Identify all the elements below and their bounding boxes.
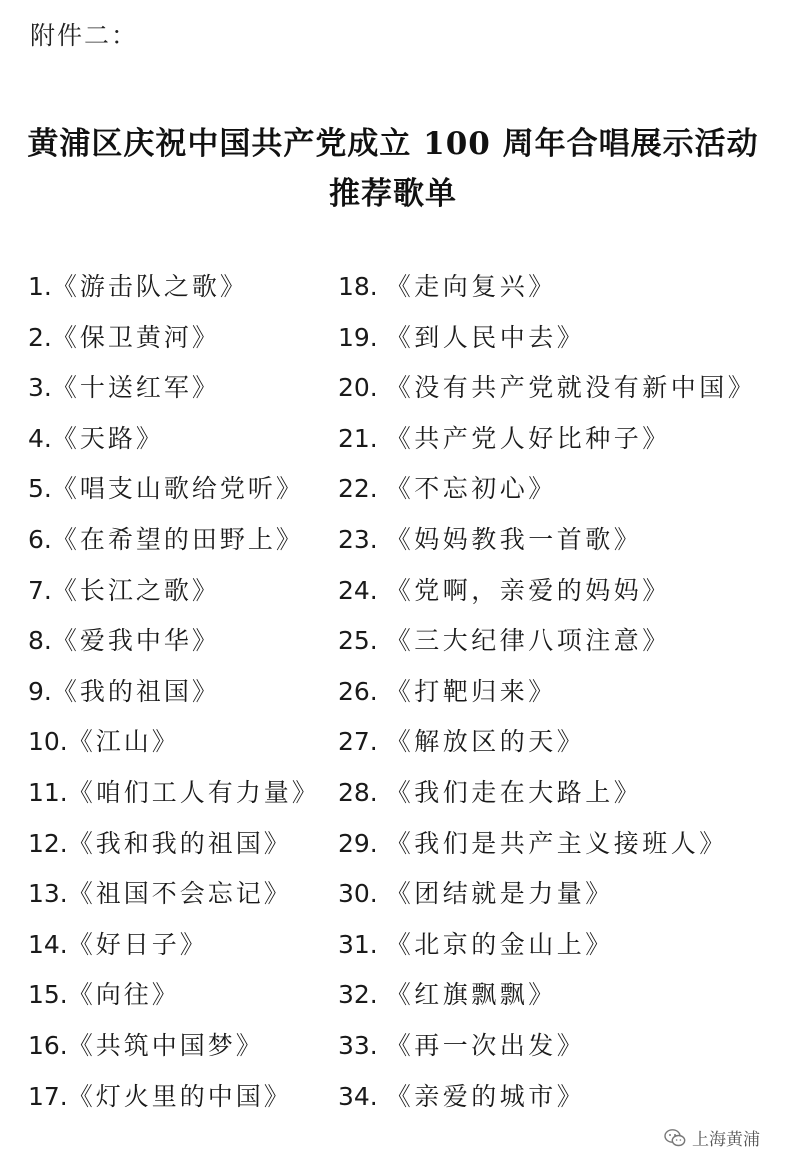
song-number: 4. (28, 423, 52, 453)
song-item (28, 720, 328, 771)
song-item (338, 316, 778, 367)
song-title: 《祖国不会忘记》 (67, 879, 292, 909)
song-title: 《江山》 (67, 727, 180, 757)
song-item (28, 467, 328, 518)
song-title: 《红旗飘飘》 (385, 980, 557, 1010)
song-number: 25. (338, 626, 386, 656)
song-item (338, 619, 778, 670)
song-item (28, 872, 328, 923)
song-number: 2. (28, 322, 52, 352)
page-subtitle: 推荐歌单 (329, 176, 457, 212)
song-item (28, 265, 328, 316)
song-title: 《我和我的祖国》 (67, 828, 292, 858)
song-title: 《咱们工人有力量》 (67, 777, 320, 807)
song-title: 《保卫黄河》 (51, 322, 220, 352)
song-number: 5. (28, 474, 52, 504)
song-item (338, 467, 778, 518)
song-number: 24. (338, 575, 386, 605)
song-title: 《走向复兴》 (385, 272, 557, 301)
watermark-text: 上海黄浦 (692, 1130, 760, 1150)
song-item (338, 1075, 778, 1126)
song-number: 21. (338, 423, 386, 453)
song-item (28, 569, 328, 620)
song-number: 14. (28, 929, 68, 959)
song-title: 《共筑中国梦》 (67, 1030, 264, 1060)
song-number: 9. (28, 676, 52, 706)
song-title: 《亲爱的城市》 (385, 1081, 586, 1111)
song-number: 10. (28, 727, 68, 757)
song-item (338, 366, 778, 417)
song-item (338, 417, 778, 468)
song-item (28, 771, 328, 822)
song-number: 17. (28, 1081, 68, 1111)
song-item (338, 518, 778, 569)
song-title: 《长江之歌》 (51, 575, 220, 605)
song-title: 《唱支山歌给党听》 (51, 474, 304, 504)
song-number: 19. (338, 322, 386, 352)
song-item (28, 316, 328, 367)
song-number: 32. (338, 980, 386, 1010)
song-title: 《爱我中华》 (51, 626, 220, 656)
song-title: 《我的祖国》 (51, 676, 220, 706)
song-item (28, 417, 328, 468)
song-number: 1. (28, 272, 52, 301)
song-item (28, 1075, 328, 1126)
song-number: 26. (338, 676, 386, 706)
page-title: 黄浦区庆祝中国共产党成立 100 周年合唱展示活动 (27, 126, 759, 162)
song-title: 《灯火里的中国》 (67, 1081, 292, 1111)
song-number: 34. (338, 1081, 386, 1111)
song-number: 11. (28, 777, 68, 807)
song-number: 8. (28, 626, 52, 656)
song-title: 《共产党人好比种子》 (385, 423, 671, 453)
song-item (338, 265, 778, 316)
song-title: 《解放区的天》 (385, 727, 586, 757)
song-title: 《在希望的田野上》 (51, 524, 304, 554)
song-title: 《好日子》 (67, 929, 208, 959)
song-item (338, 973, 778, 1024)
song-title: 《天路》 (51, 423, 164, 453)
song-number: 29. (338, 828, 386, 858)
song-item (28, 518, 328, 569)
song-title: 《团结就是力量》 (385, 879, 614, 909)
song-item (338, 1024, 778, 1075)
song-number: 28. (338, 777, 386, 807)
song-title: 《打靶归来》 (385, 676, 557, 706)
song-number: 27. (338, 727, 386, 757)
song-title: 《向往》 (67, 980, 180, 1010)
song-title: 《没有共产党就没有新中国》 (385, 373, 757, 403)
song-number: 23. (338, 524, 386, 554)
song-title: 《三大纪律八项注意》 (385, 626, 671, 656)
song-item (338, 720, 778, 771)
song-item (338, 670, 778, 721)
song-title: 《再一次出发》 (385, 1030, 586, 1060)
song-number: 13. (28, 879, 68, 909)
song-item (28, 973, 328, 1024)
song-item (28, 923, 328, 974)
song-number: 12. (28, 828, 68, 858)
song-list-left (28, 265, 328, 1125)
song-number: 16. (28, 1030, 68, 1060)
song-number: 6. (28, 524, 52, 554)
song-title: 《我们走在大路上》 (385, 777, 643, 807)
song-item (28, 1024, 328, 1075)
wechat-icon (664, 1128, 686, 1148)
song-item (338, 771, 778, 822)
song-title: 《不忘初心》 (385, 474, 557, 504)
song-number: 31. (338, 929, 386, 959)
song-item (338, 872, 778, 923)
song-item (338, 569, 778, 620)
song-item (338, 923, 778, 974)
song-title: 《我们是共产主义接班人》 (385, 828, 728, 858)
watermark (664, 1125, 760, 1150)
song-number: 22. (338, 474, 386, 504)
song-title: 《到人民中去》 (385, 322, 586, 352)
song-title: 《妈妈教我一首歌》 (385, 524, 643, 554)
song-title: 《党啊，亲爱的妈妈》 (385, 575, 671, 605)
song-number: 30. (338, 879, 386, 909)
song-title: 《十送红军》 (51, 373, 220, 403)
song-number: 15. (28, 980, 68, 1010)
song-item (28, 670, 328, 721)
song-item (28, 822, 328, 873)
song-list-right (338, 265, 778, 1125)
attachment-label: 附件二： (30, 21, 139, 50)
song-number: 18. (338, 272, 386, 301)
song-number: 20. (338, 373, 386, 403)
song-item (28, 366, 328, 417)
song-title: 《北京的金山上》 (385, 929, 614, 959)
song-number: 7. (28, 575, 52, 605)
song-title: 《游击队之歌》 (51, 272, 248, 301)
song-number: 33. (338, 1030, 386, 1060)
song-item (28, 619, 328, 670)
song-number: 3. (28, 373, 52, 403)
song-item (338, 822, 778, 873)
